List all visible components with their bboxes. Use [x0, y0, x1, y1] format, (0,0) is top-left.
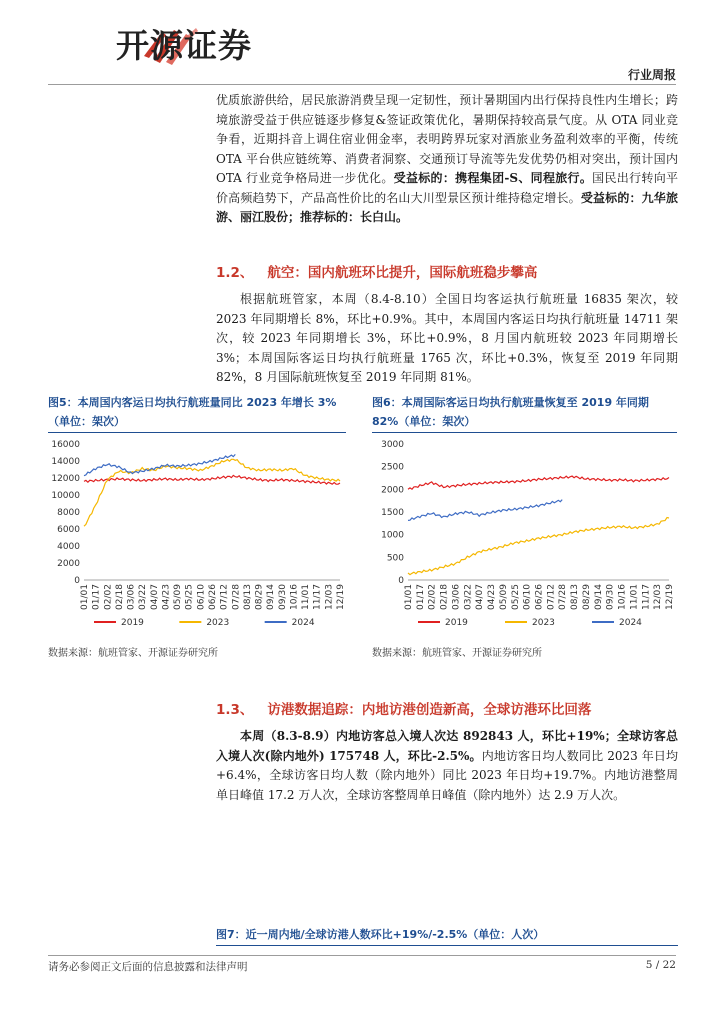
x-tick-label: 09/14: [593, 584, 604, 610]
x-tick-label: 08/29: [581, 584, 592, 610]
paragraph-aviation: [216, 290, 678, 388]
page-number: 5 / 22: [645, 959, 676, 971]
y-tick-label: 14000: [51, 457, 80, 467]
x-tick-label: 05/09: [173, 584, 184, 610]
x-tick-label: 03/22: [463, 584, 474, 610]
legend-label: 2019: [445, 618, 468, 628]
series-line-2023: [408, 518, 669, 575]
y-tick-label: 4000: [57, 542, 80, 552]
series-line-2024: [84, 454, 235, 475]
footer-divider: [48, 955, 676, 956]
y-tick-label: 8000: [57, 508, 80, 518]
figure-5-chart: [48, 436, 348, 636]
section-heading-aviation: [216, 261, 537, 281]
section-heading-hk-visitors: [216, 698, 591, 718]
y-tick-label: 0: [74, 576, 80, 586]
x-tick-label: 12/19: [665, 584, 675, 610]
figure-5-source: 数据来源：航班管家、开源证券研究所: [48, 648, 218, 659]
document-type-label: 行业周报: [627, 68, 676, 82]
y-tick-label: 16000: [51, 440, 80, 450]
x-tick-label: 09/30: [277, 584, 288, 610]
y-tick-label: 2500: [381, 462, 404, 473]
x-tick-label: 11/01: [301, 584, 312, 610]
x-tick-label: 04/23: [161, 584, 172, 610]
x-tick-label: 03/06: [451, 584, 462, 610]
y-tick-label: 12000: [51, 474, 80, 484]
figure-6-chart: [372, 436, 677, 636]
x-tick-label: 01/01: [80, 584, 90, 610]
section-number: 1.2、: [216, 265, 254, 281]
legend-label: 2024: [291, 618, 315, 628]
y-tick-label: 10000: [51, 491, 80, 501]
x-tick-label: 10/16: [289, 584, 300, 610]
figure-6-source: 数据来源：航班管家、开源证券研究所: [372, 648, 542, 659]
x-tick-label: 07/28: [558, 584, 569, 610]
section-number: 1.3、: [216, 702, 254, 718]
x-tick-label: 01/01: [404, 584, 414, 610]
legend-label: 2019: [121, 618, 144, 628]
y-tick-label: 1000: [381, 530, 404, 541]
x-tick-label: 02/02: [103, 584, 114, 610]
x-tick-label: 09/30: [605, 584, 616, 610]
x-tick-label: 11/01: [629, 584, 640, 610]
x-tick-label: 01/17: [415, 584, 426, 610]
figure-7-rule: [216, 945, 678, 946]
x-tick-label: 10/16: [617, 584, 628, 610]
figure-5-rule: [48, 432, 346, 433]
figure-5-title: 图5：本周国内客运日均执行航班量同比 2023 年增长 3%（单位：架次）: [48, 396, 337, 428]
paragraph-bold-text: 本周（8.3-8.9）内地访客总入境人次达 892843 人，环比+19%；全球访客总入境人次(除内地外) 175748 人，环比-2.5%。: [216, 729, 678, 763]
paragraph-text: 国民出行转向平价高频趋势下，产品高性价比的名山大川型景区预计维持稳定增长。: [216, 171, 678, 205]
x-tick-label: 05/25: [184, 584, 195, 610]
footer-disclaimer: 请务必参阅正文后面的信息披露和法律声明: [48, 961, 248, 973]
x-tick-label: 09/14: [266, 584, 277, 610]
x-tick-label: 12/03: [324, 584, 335, 610]
x-tick-label: 01/17: [91, 584, 102, 610]
section-title-text: 航空：国内航班环比提升，国际航班稳步攀高: [267, 265, 538, 281]
page-header: [0, 0, 724, 82]
x-tick-label: 04/07: [149, 584, 160, 610]
series-line-2019: [84, 475, 340, 484]
y-tick-label: 2000: [57, 559, 80, 569]
series-line-2019: [408, 476, 669, 489]
section-title-text: 访港数据追踪：内地访港创造新高，全球访港环比回落: [267, 702, 592, 718]
paragraph-hk-visitors: [216, 727, 678, 805]
paragraph-text: 内地访客日均人数同比 2023 年日均+6.4%，全球访客日均人数（除内地外）同比 2023 年日均+19.7%。内地访港整周单日峰值 17.2 万人次，全球访客整周单日峰值（除内地外）达 2.9 万人次。: [216, 748, 679, 802]
x-tick-label: 05/25: [510, 584, 521, 610]
series-line-2024: [408, 500, 562, 521]
x-tick-label: 06/26: [208, 584, 218, 610]
chart-svg: [48, 436, 348, 636]
x-tick-label: 03/22: [138, 584, 149, 610]
y-tick-label: 1500: [381, 508, 404, 518]
figure-6-title: 图6：本周国际客运日均执行航班量恢复至 2019 年同期 82%（单位：架次）: [372, 396, 649, 428]
x-tick-label: 07/12: [546, 584, 557, 610]
company-logo-text: 开源证券: [116, 26, 252, 65]
y-tick-label: 6000: [57, 525, 80, 535]
x-tick-label: 03/06: [126, 584, 137, 610]
paragraph-bold-text: 受益标的：九华旅游、丽江股份；推荐标的：长白山。: [216, 190, 678, 224]
y-tick-label: 500: [386, 553, 404, 564]
figure-6-rule: [372, 432, 677, 433]
figure-7-title: 图7：近一周内地/全球访港人数环比+19%/-2.5%（单位：人次）: [216, 928, 545, 941]
x-tick-label: 08/13: [242, 584, 253, 610]
paragraph-text: 根据航班管家，本周（8.4-8.10）全国日均客运执行航班量 16835 架次，较 2023 年同期增长 8%，环比+0.9%。其中，本周国内客运日均执行航班量 14711 架次，较 2023 年同期增长 3%，环比+0.9%，8 月国内航班较 2023 年同期增长 3%；本周国际客运日均执行航班量 1765 次，环比+0.3%，恢复至 2019 年同期 82%，8 月国际航班恢复至 2019 年同期 81%。: [216, 292, 678, 384]
x-tick-label: 11/17: [641, 584, 652, 610]
x-tick-label: 02/18: [114, 584, 125, 610]
x-tick-label: 12/03: [653, 584, 664, 610]
chart-svg: [372, 436, 677, 636]
x-tick-label: 08/29: [254, 584, 265, 610]
legend-label: 2023: [206, 618, 230, 628]
x-tick-label: 06/10: [196, 584, 207, 610]
header-divider: [48, 84, 676, 85]
x-tick-label: 12/19: [336, 584, 346, 610]
x-tick-label: 04/23: [487, 584, 498, 610]
paragraph-text: 优质旅游供给，居民旅游消费呈现一定韧性，预计暑期国内出行保持良性内生增长；跨境旅游受益于供应链逐步修复&签证政策优化，暑期保持较高景气度。从 OTA 同业竞争看，近期抖音上调住宿业佣金率，表明跨界玩家对酒旅业务盈利效率的平衡，传统 OTA 平台供应链统筹、消费者洞察、交通预订导流等先发优势仍相对突出，预计国内 OTA 行业竞争格局进一步优化。: [216, 93, 678, 185]
x-tick-label: 05/09: [498, 584, 509, 610]
x-tick-label: 02/02: [427, 584, 438, 610]
x-tick-label: 07/28: [231, 584, 242, 610]
x-tick-label: 11/17: [312, 584, 323, 610]
x-tick-label: 06/10: [522, 584, 533, 610]
legend-label: 2023: [532, 618, 555, 628]
y-tick-label: 3000: [381, 440, 404, 450]
x-tick-label: 07/12: [219, 584, 230, 610]
paragraph-bold-text: 受益标的：携程集团-S、同程旅行。: [393, 171, 593, 185]
y-tick-label: 0: [398, 576, 404, 586]
x-tick-label: 08/13: [570, 584, 581, 610]
legend-label: 2024: [619, 618, 642, 628]
x-tick-label: 06/26: [534, 584, 545, 610]
paragraph-travel-outlook: [216, 91, 678, 228]
x-tick-label: 02/18: [439, 584, 450, 610]
x-tick-label: 04/07: [475, 584, 486, 610]
y-tick-label: 2000: [381, 485, 404, 496]
